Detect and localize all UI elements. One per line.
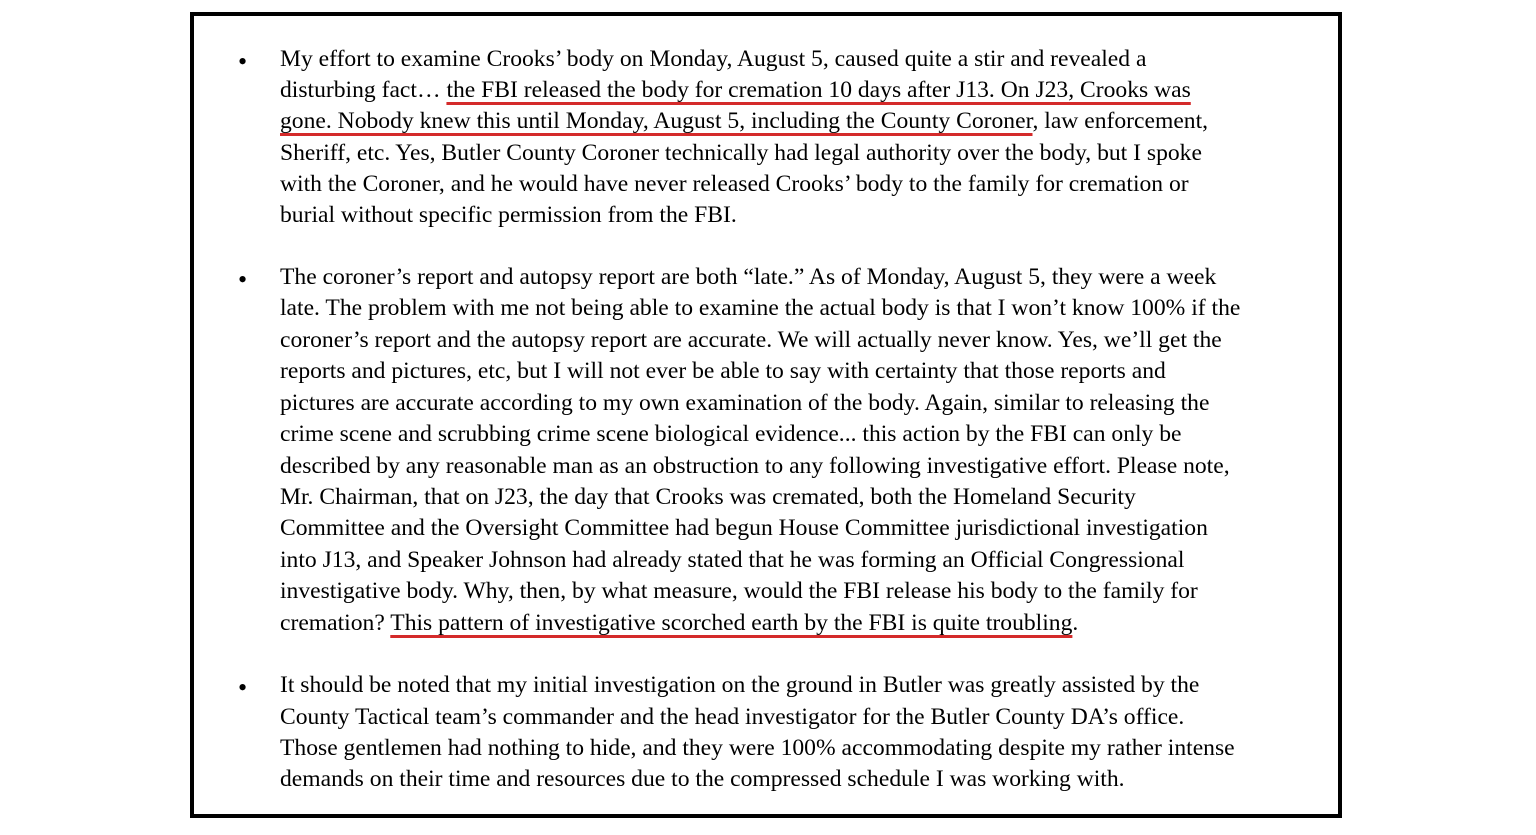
paragraph-2-line-6: crime scene and scrubbing crime scene biological evidence... this action by the FBI can only be [280,421,1182,447]
paragraph-2-line-8: Mr. Chairman, that on J23, the day that Crooks was cremated, both the Homeland Security [280,484,1136,510]
plain-text: cremation? [280,610,391,636]
paragraph-3-line-1: It should be noted that my initial investigation on the ground in Butler was greatly assisted by the [280,672,1200,698]
paragraph-2-line-3: coroner’s report and the autopsy report are accurate. We will actually never know. Yes, we’ll get the [280,327,1222,353]
paragraph-2-line-1: The coroner’s report and autopsy report are both “late.” As of Monday, August 5, they were a week [280,264,1217,290]
paragraph-1-line-6: burial without specific permission from the FBI. [280,202,737,228]
underlined-highlight: the FBI released the body for cremation 10 days after J13. On J23, Crooks was [446,77,1191,103]
paragraph-2-line-9: Committee and the Oversight Committee had begun House Committee jurisdictional investigation [280,515,1208,541]
paragraph-2-line-4: reports and pictures, etc, but I will not ever be able to say with certainty that those reports and [280,358,1166,384]
plain-text: disturbing fact… [280,77,447,103]
plain-text: . [1072,610,1079,636]
bullet-marker: • [238,673,248,702]
paragraph-3-line-4: demands on their time and resources due to the compressed schedule I was working with. [280,766,1125,792]
paragraph-1-line-2 [280,76,1191,104]
paragraph-2-line-11: investigative body. Why, then, by what measure, would the FBI release his body to the family for [280,578,1198,604]
paragraph-3-line-3: Those gentlemen had nothing to hide, and they were 100% accommodating despite my rather intense [280,735,1235,761]
paragraph-2-line-5: pictures are accurate according to my own examination of the body. Again, similar to releasing the [280,390,1210,416]
paragraph-3-line-2: County Tactical team’s commander and the head investigator for the Butler County DA’s office. [280,704,1185,730]
paragraph-2-line-7: described by any reasonable man as an obstruction to any following investigative effort. Please note, [280,453,1230,479]
bullet-list [194,16,1338,814]
paragraph-2-line-10: into J13, and Speaker Johnson had already stated that he was forming an Official Congressional [280,547,1185,573]
paragraph-1-line-1: My effort to examine Crooks’ body on Monday, August 5, caused quite a stir and revealed a [280,46,1147,72]
document-frame [190,12,1342,818]
paragraph-2-line-12 [280,609,1078,637]
bullet-marker: • [238,265,248,294]
paragraph-1-line-4: Sheriff, etc. Yes, Butler County Coroner technically had legal authority over the body, but I spoke [280,140,1202,166]
plain-text: , law enforcement, [1032,108,1209,134]
underlined-highlight: gone. Nobody knew this until Monday, August 5, including the County Coroner [280,108,1033,134]
paragraph-2-line-2: late. The problem with me not being able to examine the actual body is that I won’t know 100% if the [280,295,1241,321]
underlined-highlight: This pattern of investigative scorched earth by the FBI is quite troubling [390,610,1073,636]
bullet-marker: • [238,47,248,76]
paragraph-1-line-5: with the Coroner, and he would have never released Crooks’ body to the family for cremation or [280,171,1189,197]
paragraph-1-line-3 [280,107,1208,135]
